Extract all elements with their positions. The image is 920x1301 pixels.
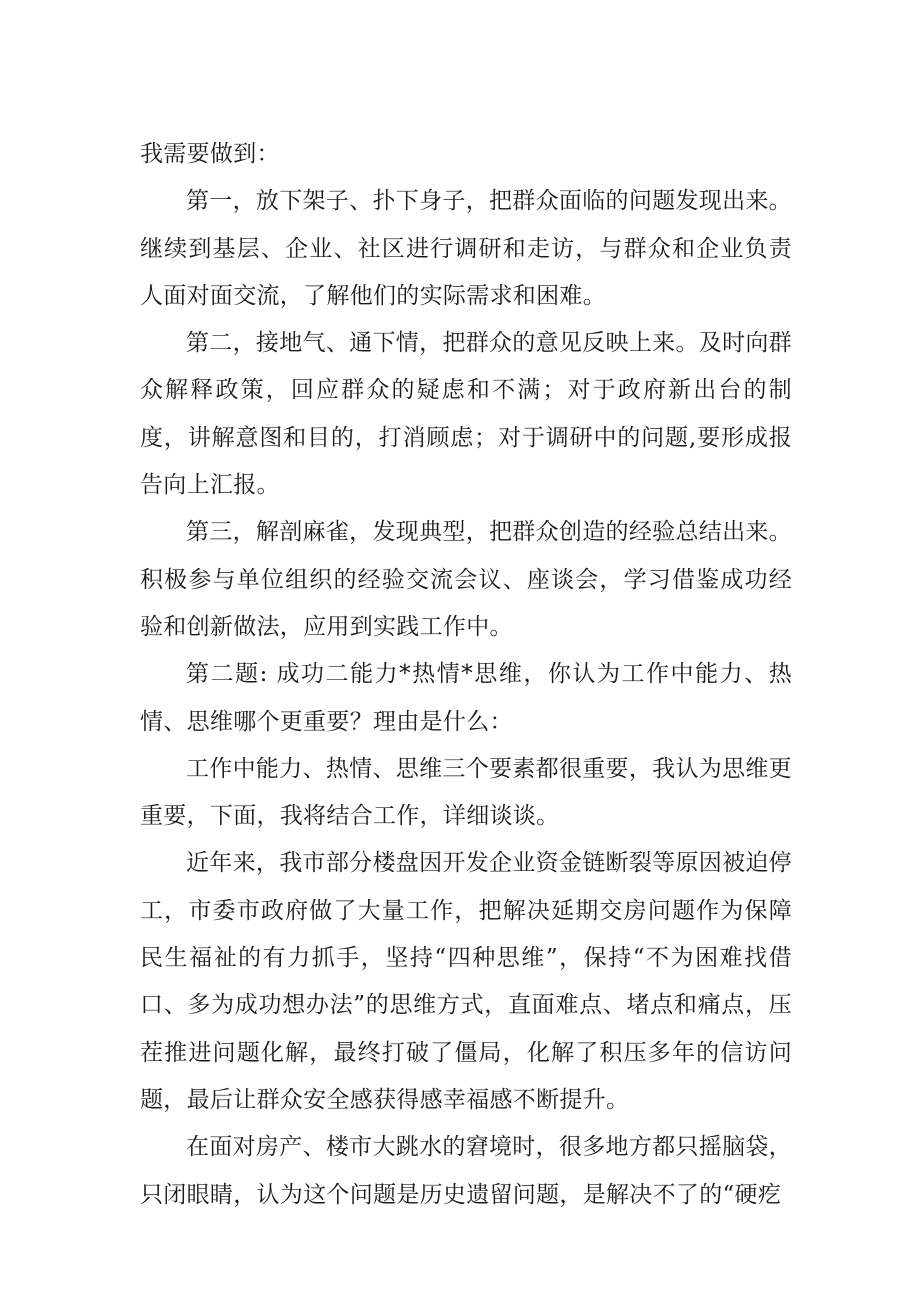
paragraph-question-two: 第二题: 成功二能力*热情*思维，你认为工作中能力、热情、思维哪个更重要？理由是什么：: [140, 661, 792, 735]
document-body: [140, 131, 792, 1219]
paragraph-first-point: 第一，放下架子、扑下身子，把群众面临的问题发现出来。继续到基层、企业、社区进行调研和走访，与群众和企业负责人面对面交流，了解他们的实际需求和困难。: [140, 188, 792, 309]
paragraph-case-study: 近年来，我市部分楼盘因开发企业资金链断裂等原因被迫停工，市委市政府做了大量工作，把解决延期交房问题作为保障民生福祉的有力抓手，坚持“四种思维”，保持“不为困难找借口、多为成功想办法”的思维方式，直面难点、堵点和痛点，压茬推进问题化解，最终打破了僵局，化解了积压多年的信访问题，最后让群众安全感获得感幸福感不断提升。: [140, 850, 792, 1113]
paragraph-answer-intro: 工作中能力、热情、思维三个要素都很重要，我认为思维更重要，下面，我将结合工作，详细谈谈。: [140, 755, 792, 830]
paragraph-intro: 我需要做到：: [140, 141, 280, 167]
paragraph-second-point: 第二，接地气、通下情，把群众的意见反映上来。及时向群众解释政策，回应群众的疑虑和不满；对于政府新出台的制度，讲解意图和目的，打消顾虑；对于调研中的问题,要形成报告向上汇报。: [140, 330, 792, 499]
paragraph-housing-dilemma: 在面对房产、楼市大跳水的窘境时，很多地方都只摇脑袋，只闭眼睛，认为这个问题是历史遗留问题，是解决不了的“硬疙: [140, 1134, 792, 1208]
paragraph-third-point: 第三，解剖麻雀，发现典型，把群众创造的经验总结出来。积极参与单位组织的经验交流会议、座谈会，学习借鉴成功经验和创新做法，应用到实践工作中。: [140, 519, 792, 640]
